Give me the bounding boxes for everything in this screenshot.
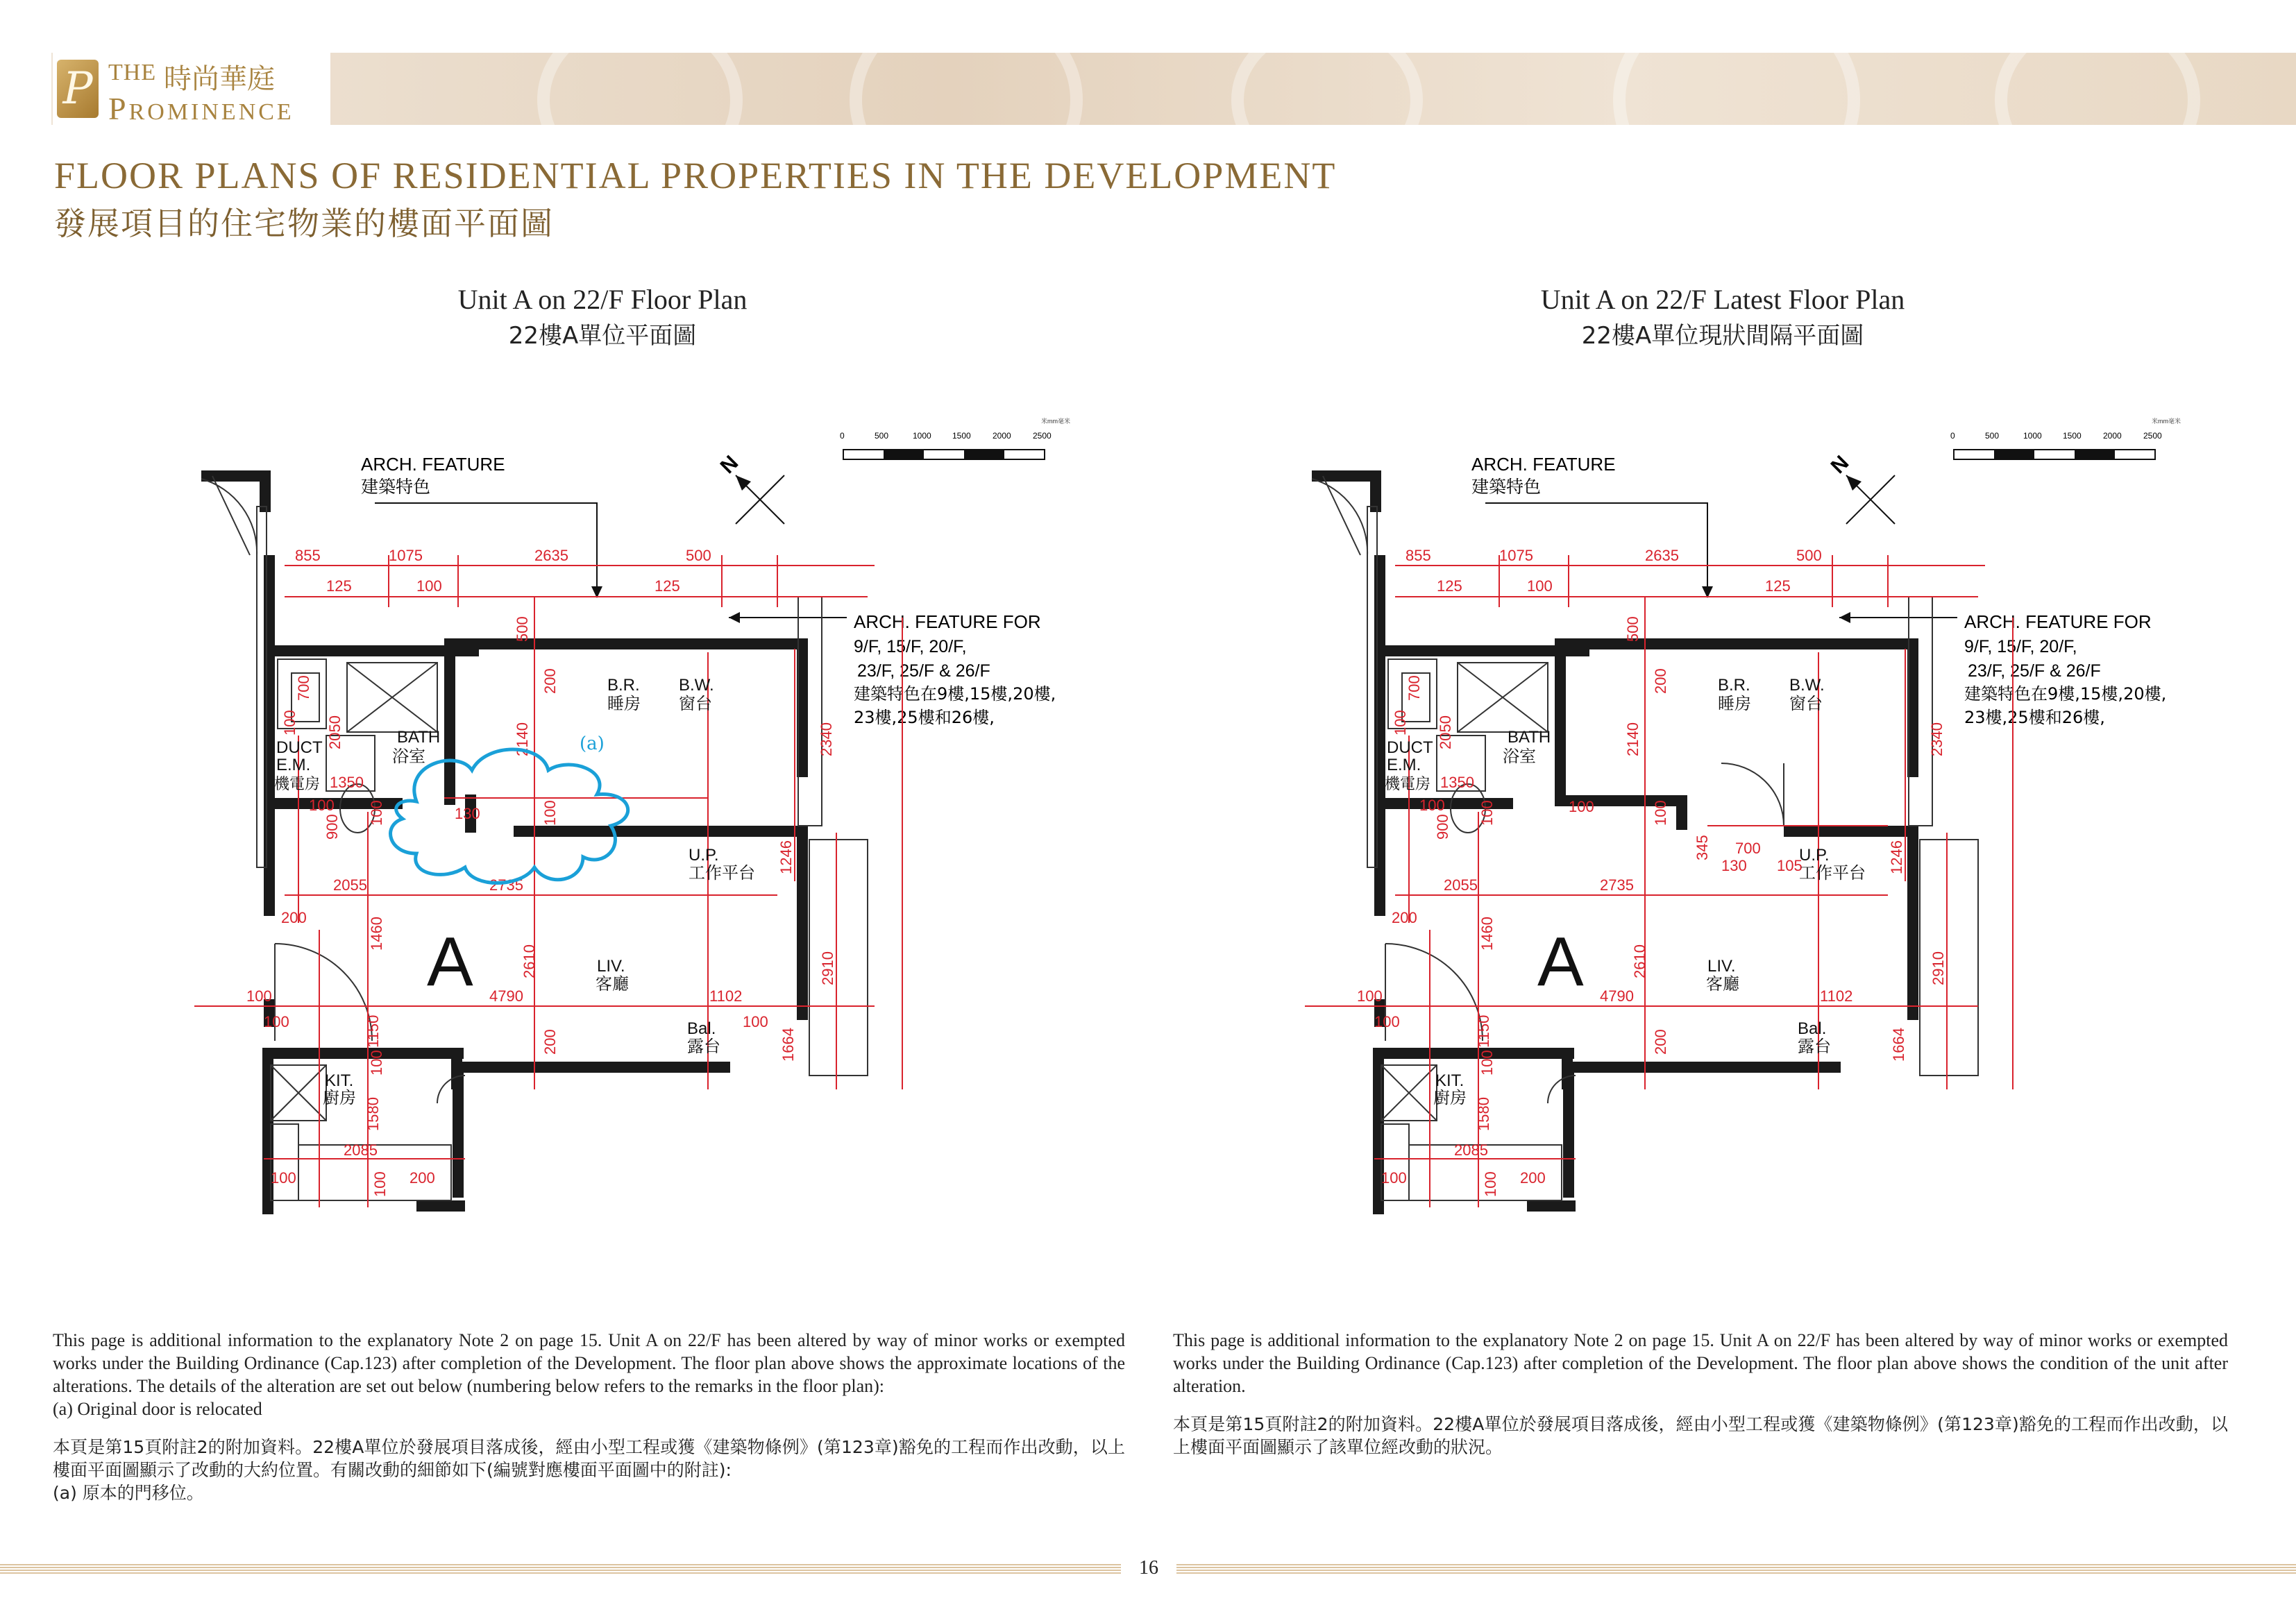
- svg-text:1102: 1102: [709, 987, 743, 1005]
- footer-rule-right: [1176, 1564, 2296, 1574]
- svg-text:E.M.: E.M.: [276, 756, 311, 774]
- svg-text:900: 900: [323, 814, 341, 840]
- svg-text:Bal.: Bal.: [1798, 1019, 1827, 1038]
- svg-text:700: 700: [295, 675, 312, 701]
- svg-text:1000: 1000: [913, 431, 931, 441]
- svg-text:855: 855: [1406, 547, 1431, 564]
- svg-text:100: 100: [1527, 577, 1553, 595]
- svg-text:100: 100: [1652, 800, 1669, 826]
- plan-title-right: Unit A on 22/F Latest Floor Plan 22樓A單位現狀間隔平面圖: [1540, 284, 1905, 350]
- svg-text:130: 130: [455, 805, 480, 822]
- svg-text:1350: 1350: [330, 774, 364, 791]
- page-title: FLOOR PLANS OF RESIDENTIAL PROPERTIES IN THE DEVELOPMENT: [54, 155, 1337, 196]
- svg-text:露台: 露台: [1798, 1037, 1831, 1056]
- svg-text:100: 100: [541, 800, 559, 826]
- svg-text:0: 0: [840, 431, 845, 441]
- svg-text:4790: 4790: [489, 987, 523, 1005]
- floor-plan-latest: [1291, 409, 2296, 1277]
- plan-title-left: Unit A on 22/F Floor Plan 22樓A單位平面圖: [457, 284, 748, 350]
- svg-text:KIT.: KIT.: [1435, 1071, 1464, 1090]
- svg-text:100: 100: [1392, 710, 1409, 736]
- svg-text:DUCT: DUCT: [276, 738, 323, 757]
- svg-text:ARCH. FEATURE: ARCH. FEATURE: [1471, 454, 1616, 475]
- svg-text:4790: 4790: [1600, 987, 1634, 1005]
- svg-text:100: 100: [1569, 798, 1594, 815]
- logo-chinese-name: 時尚華庭: [164, 63, 275, 95]
- svg-text:2055: 2055: [1444, 876, 1478, 894]
- unit-letter: A: [1537, 923, 1584, 1001]
- svg-text:N: N: [716, 451, 743, 479]
- svg-text:1000: 1000: [2023, 431, 2042, 441]
- svg-text:B.R.: B.R.: [607, 676, 640, 695]
- logo: [53, 53, 330, 125]
- svg-text:2340: 2340: [1928, 722, 1945, 756]
- svg-text:浴室: 浴室: [1503, 747, 1536, 766]
- svg-text:23/F, 25/F & 26/F: 23/F, 25/F & 26/F: [1968, 661, 2101, 681]
- svg-text:B.W.: B.W.: [1789, 676, 1825, 695]
- logo-prominence: PROMINENCE: [108, 91, 294, 126]
- svg-text:建築特色: 建築特色: [1471, 477, 1542, 497]
- svg-text:125: 125: [1765, 577, 1791, 595]
- svg-text:浴室: 浴室: [392, 747, 425, 766]
- svg-text:200: 200: [541, 1029, 559, 1055]
- svg-text:1664: 1664: [1890, 1028, 1907, 1062]
- svg-text:100: 100: [1374, 1013, 1400, 1030]
- svg-text:建築特色: 建築特色: [361, 477, 431, 497]
- svg-text:U.P.: U.P.: [1799, 846, 1830, 865]
- svg-text:125: 125: [1437, 577, 1462, 595]
- walls: [201, 470, 808, 1214]
- svg-text:廚房: 廚房: [323, 1088, 356, 1107]
- svg-text:200: 200: [1652, 1029, 1669, 1055]
- svg-text:1460: 1460: [1478, 917, 1496, 951]
- svg-text:米mm毫米: 米mm毫米: [1041, 418, 1070, 425]
- svg-text:工作平台: 工作平台: [689, 863, 755, 883]
- svg-text:KIT.: KIT.: [325, 1071, 354, 1090]
- svg-text:1580: 1580: [1475, 1097, 1492, 1131]
- svg-text:LIV.: LIV.: [597, 957, 625, 976]
- svg-text:1664: 1664: [779, 1028, 797, 1062]
- svg-text:1246: 1246: [777, 840, 795, 874]
- svg-text:100: 100: [1482, 1171, 1499, 1197]
- svg-text:2085: 2085: [344, 1141, 378, 1159]
- svg-text:1580: 1580: [364, 1097, 382, 1131]
- svg-text:2055: 2055: [333, 876, 367, 894]
- svg-text:100: 100: [368, 1050, 385, 1076]
- svg-text:(a): (a): [580, 733, 605, 754]
- svg-text:機電房: 機電房: [1385, 776, 1431, 793]
- svg-text:1150: 1150: [1475, 1014, 1492, 1048]
- svg-text:LIV.: LIV.: [1707, 957, 1736, 976]
- svg-text:100: 100: [271, 1169, 296, 1187]
- svg-text:500: 500: [1985, 431, 2000, 441]
- svg-text:窗台: 窗台: [679, 694, 712, 713]
- svg-text:2050: 2050: [326, 715, 344, 749]
- svg-text:100: 100: [246, 987, 272, 1005]
- svg-text:1102: 1102: [1820, 987, 1853, 1005]
- svg-text:N: N: [1826, 451, 1854, 479]
- svg-text:露台: 露台: [687, 1037, 720, 1056]
- svg-text:2050: 2050: [1437, 715, 1454, 749]
- svg-text:1246: 1246: [1888, 840, 1905, 874]
- scale-bar: [840, 417, 1070, 459]
- svg-text:900: 900: [1434, 814, 1451, 840]
- svg-text:2000: 2000: [2103, 431, 2122, 441]
- svg-text:1350: 1350: [1440, 774, 1474, 791]
- svg-text:2500: 2500: [2143, 431, 2162, 441]
- svg-text:睡房: 睡房: [1718, 694, 1751, 713]
- svg-text:BATH: BATH: [397, 728, 441, 747]
- svg-text:100: 100: [281, 710, 298, 736]
- svg-text:2340: 2340: [818, 722, 835, 756]
- svg-text:100: 100: [743, 1013, 768, 1030]
- svg-text:工作平台: 工作平台: [1799, 863, 1866, 883]
- footer-rule-left: [0, 1564, 1121, 1574]
- svg-text:米mm毫米: 米mm毫米: [2152, 418, 2181, 425]
- svg-text:1460: 1460: [368, 917, 385, 951]
- page-title-chinese: 發展項目的住宅物業的樓面平面圖: [54, 205, 554, 242]
- svg-text:2910: 2910: [819, 951, 836, 985]
- svg-text:23樓,25樓和26樓,: 23樓,25樓和26樓,: [1964, 708, 2105, 727]
- svg-text:23/F, 25/F & 26/F: 23/F, 25/F & 26/F: [857, 661, 990, 681]
- svg-text:窗台: 窗台: [1789, 694, 1823, 713]
- svg-text:2085: 2085: [1454, 1141, 1488, 1159]
- logo-the: THE: [108, 60, 157, 85]
- svg-text:2910: 2910: [1930, 951, 1947, 985]
- svg-text:100: 100: [309, 797, 335, 814]
- svg-text:200: 200: [1392, 909, 1417, 926]
- svg-text:345: 345: [1694, 835, 1711, 860]
- svg-text:100: 100: [1478, 800, 1496, 826]
- svg-text:E.M.: E.M.: [1387, 756, 1421, 774]
- svg-text:105: 105: [1777, 857, 1803, 874]
- svg-text:130: 130: [1721, 857, 1747, 874]
- unit-letter: A: [427, 923, 473, 1001]
- svg-text:1075: 1075: [389, 547, 423, 564]
- svg-text:1150: 1150: [364, 1014, 382, 1048]
- svg-text:2140: 2140: [1624, 722, 1641, 756]
- svg-text:ARCH. FEATURE FOR: ARCH. FEATURE FOR: [1964, 611, 2152, 632]
- svg-text:客廳: 客廳: [596, 974, 629, 994]
- alteration-cloud-a: [391, 733, 628, 883]
- svg-text:U.P.: U.P.: [689, 846, 719, 865]
- svg-text:1075: 1075: [1499, 547, 1533, 564]
- svg-text:100: 100: [416, 577, 442, 595]
- svg-text:ARCH. FEATURE FOR: ARCH. FEATURE FOR: [854, 611, 1041, 632]
- svg-text:2000: 2000: [993, 431, 1011, 441]
- svg-text:100: 100: [1419, 797, 1445, 814]
- svg-text:100: 100: [1478, 1050, 1496, 1076]
- svg-text:9/F, 15/F, 20/F,: 9/F, 15/F, 20/F,: [854, 637, 967, 656]
- svg-text:2140: 2140: [514, 722, 531, 756]
- svg-text:2610: 2610: [521, 944, 538, 978]
- svg-text:200: 200: [410, 1169, 435, 1187]
- svg-text:2635: 2635: [534, 547, 568, 564]
- svg-text:100: 100: [1357, 987, 1383, 1005]
- scale-bar: [1950, 417, 2181, 459]
- svg-text:2735: 2735: [1600, 876, 1634, 894]
- svg-text:100: 100: [368, 800, 385, 826]
- svg-text:700: 700: [1406, 675, 1423, 701]
- svg-text:500: 500: [1796, 547, 1822, 564]
- svg-text:500: 500: [875, 431, 889, 441]
- svg-text:廚房: 廚房: [1433, 1088, 1467, 1107]
- svg-text:1500: 1500: [952, 431, 971, 441]
- svg-text:BATH: BATH: [1508, 728, 1551, 747]
- svg-text:500: 500: [514, 616, 531, 642]
- north-arrow-icon: [716, 451, 784, 524]
- svg-text:500: 500: [1624, 616, 1641, 642]
- svg-text:B.W.: B.W.: [679, 676, 714, 695]
- svg-text:建築特色在9樓,15樓,20樓,: 建築特色在9樓,15樓,20樓,: [1964, 684, 2167, 704]
- svg-text:ARCH. FEATURE: ARCH. FEATURE: [361, 454, 505, 475]
- svg-text:0: 0: [1950, 431, 1955, 441]
- svg-text:DUCT: DUCT: [1387, 738, 1433, 757]
- svg-text:855: 855: [295, 547, 321, 564]
- logo-emblem-icon: P: [57, 60, 99, 118]
- floor-plan-original: [180, 409, 1222, 1277]
- svg-text:Bal.: Bal.: [687, 1019, 716, 1038]
- svg-text:2735: 2735: [489, 876, 523, 894]
- svg-text:125: 125: [326, 577, 352, 595]
- svg-text:2500: 2500: [1033, 431, 1052, 441]
- svg-text:700: 700: [1735, 840, 1761, 857]
- svg-text:1500: 1500: [2063, 431, 2082, 441]
- svg-text:100: 100: [371, 1171, 389, 1197]
- svg-text:客廳: 客廳: [1706, 974, 1739, 994]
- svg-text:23樓,25樓和26樓,: 23樓,25樓和26樓,: [854, 708, 995, 727]
- svg-text:200: 200: [281, 909, 307, 926]
- north-arrow-icon: [1827, 451, 1895, 524]
- svg-text:睡房: 睡房: [607, 694, 641, 713]
- svg-text:200: 200: [541, 668, 559, 694]
- svg-text:2610: 2610: [1631, 944, 1648, 978]
- svg-text:9/F, 15/F, 20/F,: 9/F, 15/F, 20/F,: [1964, 637, 2077, 656]
- svg-text:建築特色在9樓,15樓,20樓,: 建築特色在9樓,15樓,20樓,: [854, 684, 1056, 704]
- svg-text:機電房: 機電房: [274, 776, 321, 793]
- notes-right: This page is additional information to the explanatory Note 2 on page 15. Unit A on 22/F has been altered by way of minor works or exempted works under the Building Ordinance (Cap.123) after completion of the Development. The floor plan above shows the condition of the unit after alteration. 本頁是第15頁附註2的附加資料。22樓A單位於發展項目落成後，經由小型工程或獲《建築物條例》(第123章)豁免的工程而作出改動，以上樓面平面圖顯示了該單位經改動的狀況。: [1173, 1330, 2228, 1457]
- svg-text:125: 125: [655, 577, 680, 595]
- svg-text:200: 200: [1520, 1169, 1546, 1187]
- svg-text:2635: 2635: [1645, 547, 1679, 564]
- header-banner: [51, 53, 2296, 125]
- svg-text:500: 500: [686, 547, 711, 564]
- page-number: 16: [1139, 1557, 1158, 1579]
- svg-text:B.R.: B.R.: [1718, 676, 1750, 695]
- svg-text:200: 200: [1652, 668, 1669, 694]
- svg-text:100: 100: [264, 1013, 289, 1030]
- walls: [1312, 470, 1918, 1214]
- svg-text:100: 100: [1381, 1169, 1407, 1187]
- notes-left: This page is additional information to the explanatory Note 2 on page 15. Unit A on 22/F has been altered by way of minor works or exempted works under the Building Ordinance (Cap.123) after completion of the Development. The floor plan above shows the approximate locations of the alterations. The details of the alteration are set out below (numbering below refers to the remarks in the floor plan): (a) Original door is relocated 本頁是第15頁附註2的附加資料。22樓A單位於發展項目落成後，經由小型工程或獲《建築物條例》(第123章)豁免的工程而作出改動，以上樓面平面圖顯示了改動的大約位置。有關改動的細節如下(編號對應樓面平面圖中的附註): (a) 原本的門移位。: [53, 1330, 1125, 1503]
